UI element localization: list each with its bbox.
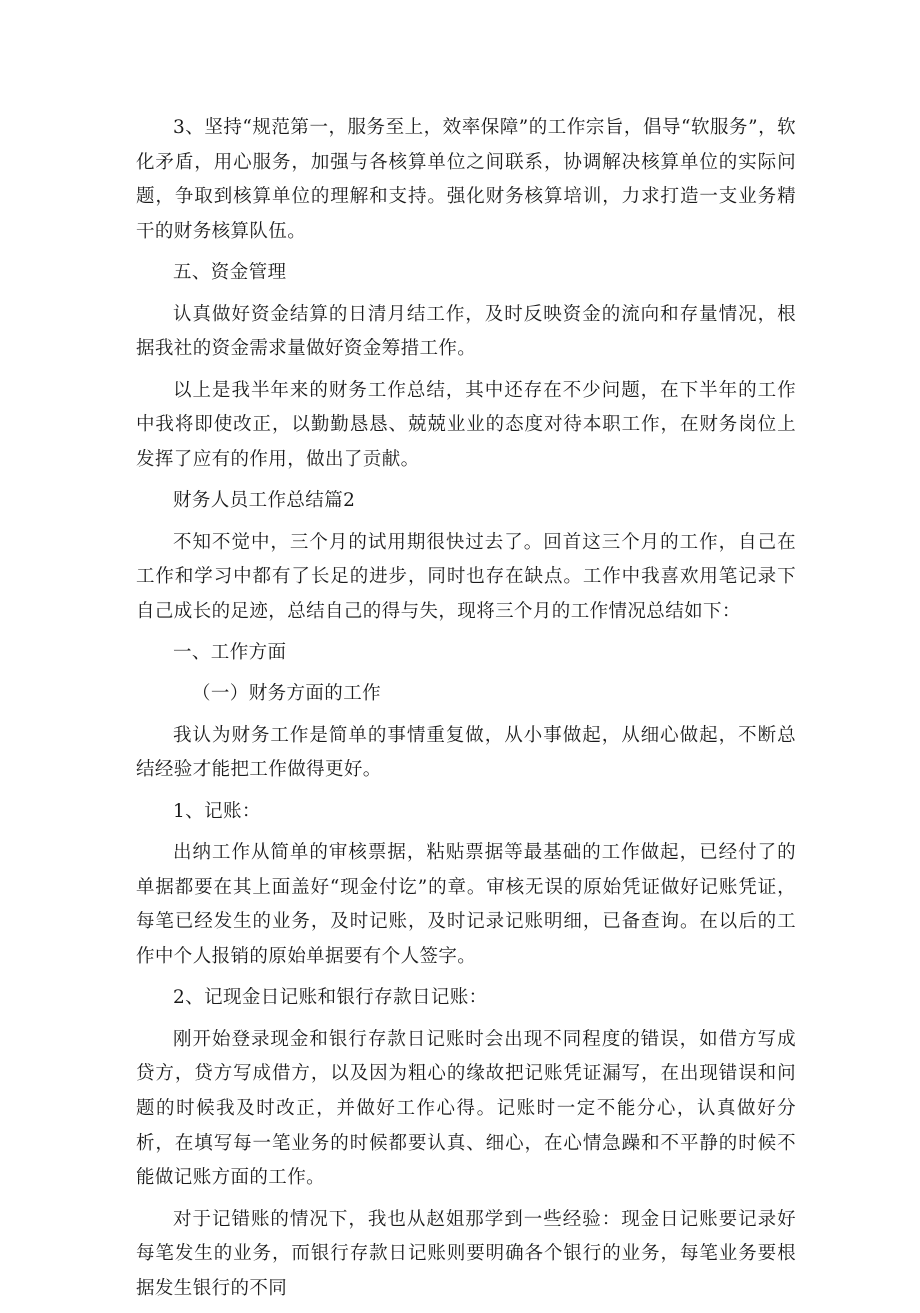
heading-bookkeeping: 1、记账： <box>173 800 261 822</box>
paragraph-error-lessons: 对于记错账的情况下，我也从赵姐那学到一些经验：现金日记账要记录好每笔发生的业务，而银行存款日记账则要明确各个银行的业务，每笔业务要根据发生银行的不同 <box>136 1208 796 1299</box>
paragraph-half-year-summary: 以上是我半年来的财务工作总结，其中还存在不少问题，在下半年的工作中我将即使改正，以勤勤恳恳、兢兢业业的态度对待本职工作，在财务岗位上发挥了应有的作用，做出了贡献。 <box>136 379 796 470</box>
paragraph-probation-intro: 不知不觉中，三个月的试用期很快过去了。回首这三个月的工作，自己在工作和学习中都有了长足的进步，同时也存在缺点。工作中我喜欢用笔记录下自己成长的足迹，总结自己的得与失，现将三个月的工作情况总结如下： <box>136 531 796 622</box>
paragraph-principle-3: 3、坚持“规范第一，服务至上，效率保障”的工作宗旨，倡导“软服务”，软化矛盾，用心服务，加强与各核算单位之间联系，协调解决核算单位的实际问题，争取到核算单位的理解和支持。强化财务核算培训，力求打造一支业务精干的财务核算队伍。 <box>136 117 796 242</box>
heading-work-aspects: 一、工作方面 <box>173 642 287 664</box>
paragraph-journal-errors: 刚开始登录现金和银行存款日记账时会出现不同程度的错误，如借方写成贷方，贷方写成借方，以及因为粗心的缘故把记账凭证漏写，在出现错误和问题的时候我及时改正，并做好工作心得。记账时一定不能分心，认真做好分析，在填写每一笔业务的时候都要认真、细心，在心情急躁和不平静的时候不能做记账方面的工作。 <box>136 1028 796 1189</box>
heading-journals: 2、记现金日记账和银行存款日记账： <box>173 987 488 1009</box>
paragraph-fund-settlement: 认真做好资金结算的日清月结工作，及时反映资金的流向和存量情况，根据我社的资金需求量做好资金筹措工作。 <box>136 303 796 360</box>
paragraph-finance-philosophy: 我认为财务工作是简单的事情重复做，从小事做起，从细心做起，不断总结经验才能把工作做得更好。 <box>136 724 796 781</box>
heading-article-2: 财务人员工作总结篇2 <box>173 490 356 512</box>
paragraph-cashier-work: 出纳工作从简单的审核票据，粘贴票据等最基础的工作做起，已经付了的单据都要在其上面盖好“现金付讫”的章。审核无误的原始凭证做好记账凭证，每笔已经发生的业务，及时记账，及时记录记账明细，已备查询。在以后的工作中个人报销的原始单据要有个人签字。 <box>136 842 796 968</box>
subheading-finance-work: （一）财务方面的工作 <box>192 683 382 705</box>
document-page <box>136 111 796 1313</box>
heading-fund-management: 五、资金管理 <box>173 262 287 284</box>
